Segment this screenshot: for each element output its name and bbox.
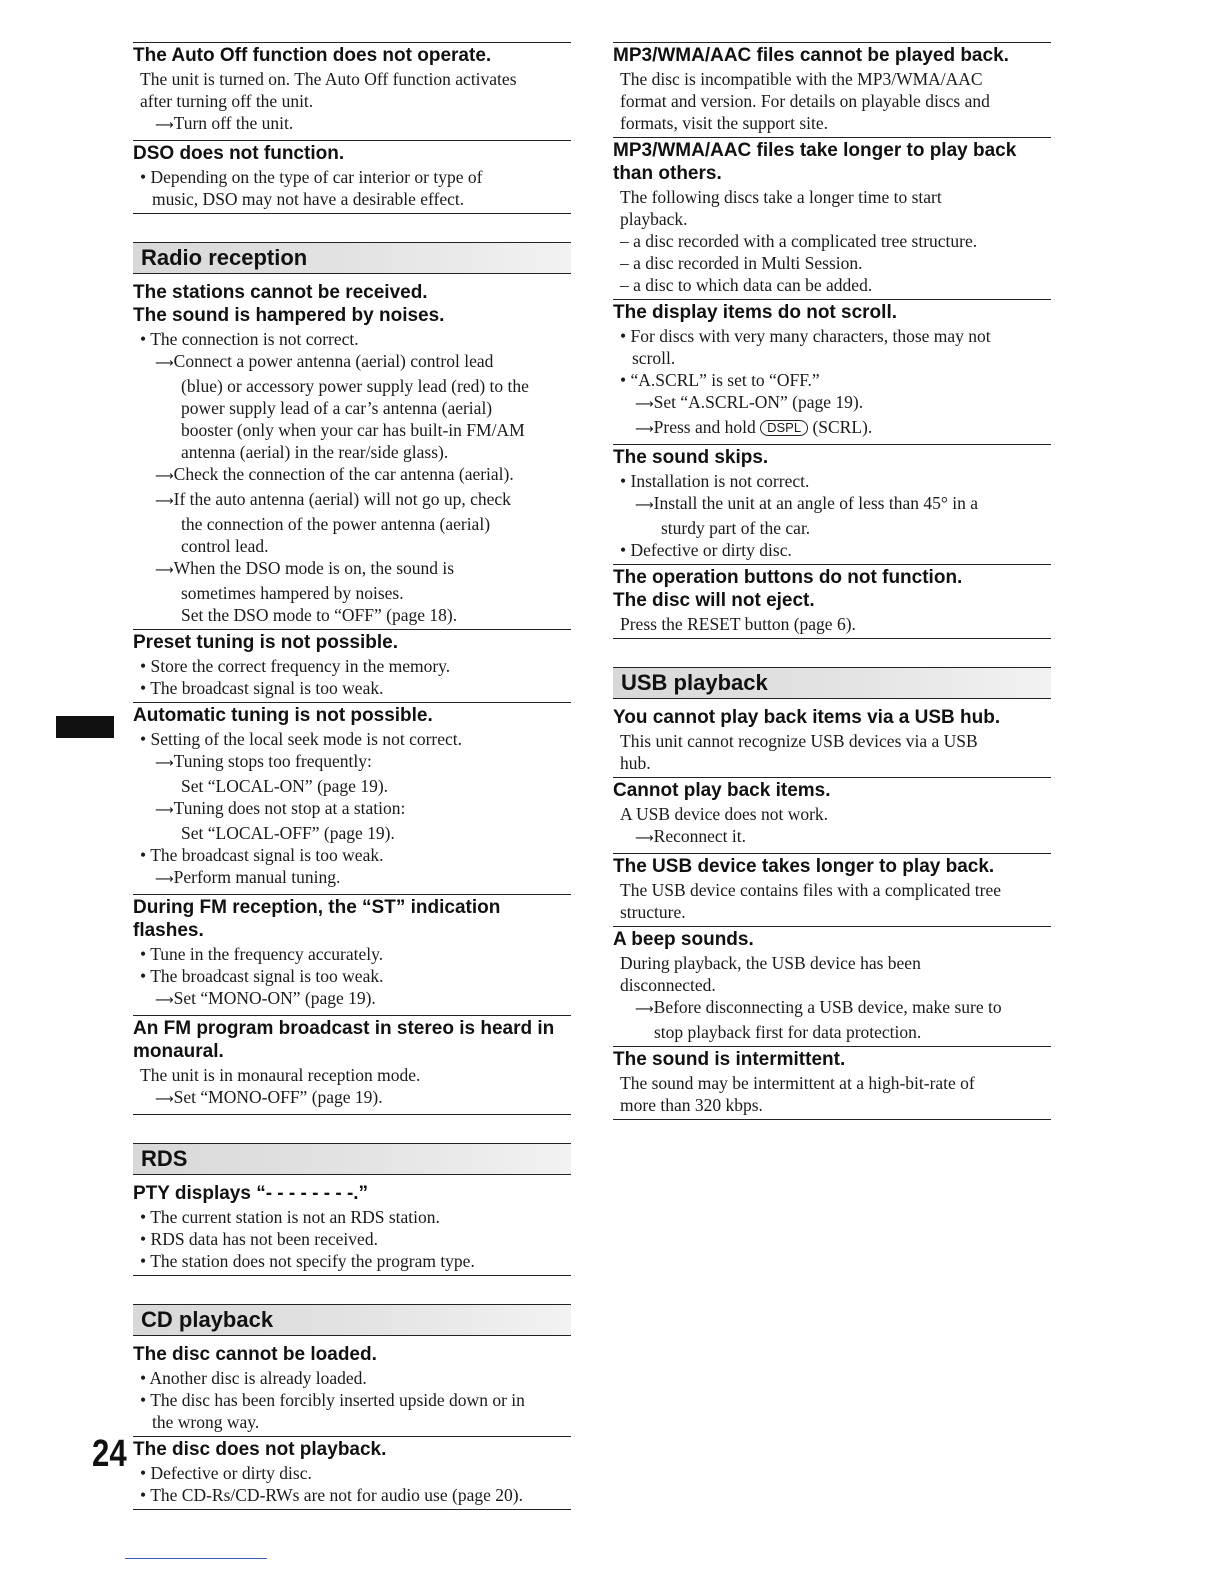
remedy-item <box>133 866 571 891</box>
symptom-title: PTY displays “- - - - - - - -.” <box>133 1183 369 1204</box>
section-header-cd-playback <box>133 1304 571 1336</box>
remedy-text: Before disconnecting a USB device, make sure to <box>653 997 1002 1017</box>
bullet-icon: • <box>140 1368 150 1388</box>
bullet-icon: • <box>140 845 151 865</box>
remedy-continuation: Set the DSO mode to “OFF” (page 18). <box>181 605 458 625</box>
remedy-text: Press and hold <box>653 417 761 437</box>
bullet-text: Depending on the type of car interior or type of <box>150 167 483 187</box>
troubleshooting-entry <box>133 629 571 702</box>
bullet-text: Tune in the frequency accurately. <box>150 944 384 964</box>
bullet-text: For discs with very many characters, those may not <box>630 326 991 346</box>
remedy-item <box>613 996 1051 1021</box>
bullet-item <box>133 328 571 350</box>
remedy-item <box>613 492 1051 517</box>
bullet-item <box>133 844 571 866</box>
bullet-icon: • <box>140 678 151 698</box>
bullet-text: The disc has been forcibly inserted upside down or in <box>150 1390 525 1410</box>
symptom-title: During FM reception, the “ST” indication <box>133 897 501 918</box>
arrow-right-icon: ⟶ <box>635 498 654 513</box>
troubleshooting-entry <box>613 853 1051 926</box>
symptom-title: The disc will not eject. <box>613 590 815 611</box>
arrow-right-icon: ⟶ <box>635 831 654 846</box>
bullet-text: Defective or dirty disc. <box>630 540 792 560</box>
arrow-right-icon: ⟶ <box>155 469 174 484</box>
bullet-item <box>613 470 1051 492</box>
troubleshooting-entry <box>613 1046 1051 1120</box>
troubleshooting-entry <box>133 1015 571 1115</box>
body-text: – a disc recorded in Multi Session. <box>620 253 863 273</box>
section-title: USB playback <box>621 670 768 695</box>
remedy-text: If the auto antenna (aerial) will not go up, check <box>173 489 511 509</box>
symptom-title: The Auto Off function does not operate. <box>133 45 492 66</box>
remedy-text: Install the unit at an angle of less than 45° in a <box>653 493 978 513</box>
arrow-right-icon: ⟶ <box>155 1092 174 1107</box>
remedy-item <box>133 987 571 1012</box>
remedy-text: Set “MONO-OFF” (page 19). <box>173 1087 383 1107</box>
bullet-text: Installation is not correct. <box>630 471 810 491</box>
troubleshooting-entry <box>133 1436 571 1510</box>
body-text: more than 320 kbps. <box>620 1095 763 1115</box>
remedy-item <box>613 825 1051 850</box>
bullet-item <box>133 166 571 188</box>
symptom-title: The operation buttons do not function. <box>613 567 963 588</box>
bullet-text: The connection is not correct. <box>150 329 359 349</box>
bullet-item <box>133 1462 571 1484</box>
symptom-title: A beep sounds. <box>613 929 754 950</box>
bottom-rule <box>125 1558 267 1559</box>
symptom-title: than others. <box>613 163 722 184</box>
bullet-icon: • <box>140 656 151 676</box>
body-text: The sound may be intermittent at a high-bit-rate of <box>620 1073 975 1093</box>
bullet-text: Another disc is already loaded. <box>149 1368 367 1388</box>
bullet-continuation: scroll. <box>632 348 676 368</box>
symptom-title: The display items do not scroll. <box>613 302 897 323</box>
bullet-text: The broadcast signal is too weak. <box>150 678 384 698</box>
remedy-item <box>133 750 571 775</box>
remedy-text: Perform manual tuning. <box>173 867 341 887</box>
bullet-item <box>133 1228 571 1250</box>
arrow-right-icon: ⟶ <box>155 993 174 1008</box>
troubleshooting-entry <box>613 299 1051 444</box>
troubleshooting-entry <box>133 42 571 140</box>
symptom-title: DSO does not function. <box>133 143 345 164</box>
body-text: The unit is turned on. The Auto Off function activates <box>140 69 517 89</box>
bullet-icon: • <box>140 729 151 749</box>
bullet-icon: • <box>140 944 151 964</box>
bullet-text: RDS data has not been received. <box>150 1229 378 1249</box>
arrow-right-icon: ⟶ <box>155 872 174 887</box>
section-header-rds <box>133 1143 571 1175</box>
remedy-continuation: (blue) or accessory power supply lead (red) to the <box>181 376 529 396</box>
arrow-right-icon: ⟶ <box>155 118 174 133</box>
section-header-radio-reception <box>133 242 571 274</box>
arrow-right-icon: ⟶ <box>155 803 174 818</box>
troubleshooting-entry <box>133 140 571 214</box>
bullet-icon: • <box>140 1229 151 1249</box>
bullet-icon: • <box>140 1390 151 1410</box>
bullet-continuation: music, DSO may not have a desirable effect. <box>152 189 465 209</box>
bullet-item <box>133 677 571 699</box>
body-text: The USB device contains files with a complicated tree <box>620 880 1001 900</box>
bullet-icon: • <box>140 329 151 349</box>
body-text: During playback, the USB device has been <box>620 953 921 973</box>
troubleshooting-entry <box>133 702 571 894</box>
remedy-item <box>133 112 571 137</box>
remedy-continuation: power supply lead of a car’s antenna (aerial) <box>181 398 493 418</box>
bullet-text: The station does not specify the program type. <box>150 1251 475 1271</box>
remedy-continuation: sometimes hampered by noises. <box>181 583 404 603</box>
remedy-continuation: the connection of the power antenna (aerial) <box>181 514 491 534</box>
troubleshooting-entry <box>613 926 1051 1046</box>
body-text: The following discs take a longer time to start <box>620 187 942 207</box>
symptom-title: Cannot play back items. <box>613 780 831 801</box>
body-text: playback. <box>620 209 688 229</box>
dspl-button-icon: DSPL <box>760 420 808 436</box>
body-text: The disc is incompatible with the MP3/WMA/AAC <box>620 69 983 89</box>
troubleshooting-entry <box>133 1181 571 1276</box>
bullet-text: “A.SCRL” is set to “OFF.” <box>630 370 820 390</box>
remedy-item <box>613 391 1051 416</box>
remedy-text: Tuning stops too frequently: <box>173 751 372 771</box>
remedy-continuation: booster (only when your car has built-in FM/AM <box>181 420 525 440</box>
troubleshooting-entry <box>613 444 1051 564</box>
symptom-title: monaural. <box>133 1041 224 1062</box>
symptom-title: The disc does not playback. <box>133 1439 387 1460</box>
bullet-icon: • <box>140 1463 151 1483</box>
bullet-item <box>133 1389 571 1411</box>
body-text: hub. <box>620 753 651 773</box>
arrow-right-icon: ⟶ <box>155 356 174 371</box>
symptom-title: The sound is hampered by noises. <box>133 305 445 326</box>
bullet-item <box>133 728 571 750</box>
body-text: after turning off the unit. <box>140 91 314 111</box>
body-text: This unit cannot recognize USB devices via a USB <box>620 731 978 751</box>
section-title: RDS <box>141 1146 188 1171</box>
bullet-icon: • <box>620 326 631 346</box>
bullet-icon: • <box>140 966 151 986</box>
symptom-title: An FM program broadcast in stereo is heard in <box>133 1018 555 1039</box>
body-text: – a disc recorded with a complicated tree structure. <box>620 231 978 251</box>
troubleshooting-entry <box>133 280 571 629</box>
arrow-right-icon: ⟶ <box>635 397 654 412</box>
bullet-text: Defective or dirty disc. <box>150 1463 312 1483</box>
bullet-icon: • <box>620 471 631 491</box>
remedy-continuation: Set “LOCAL-ON” (page 19). <box>181 776 389 796</box>
body-text: A USB device does not work. <box>620 804 829 824</box>
symptom-title: The USB device takes longer to play back. <box>613 856 995 877</box>
body-text: structure. <box>620 902 686 922</box>
remedy-text: When the DSO mode is on, the sound is <box>173 558 455 578</box>
bullet-icon: • <box>140 1207 151 1227</box>
bullet-text: Store the correct frequency in the memory. <box>150 656 451 676</box>
remedy-text: Set “A.SCRL-ON” (page 19). <box>653 392 864 412</box>
remedy-item <box>133 1086 571 1111</box>
remedy-text: Connect a power antenna (aerial) control lead <box>173 351 494 371</box>
symptom-title: The sound is intermittent. <box>613 1049 846 1070</box>
symptom-title: The sound skips. <box>613 447 769 468</box>
remedy-text: Set “MONO-ON” (page 19). <box>173 988 376 1008</box>
troubleshooting-entry <box>613 42 1051 137</box>
remedy-text: (SCRL). <box>808 417 873 437</box>
bullet-item <box>133 655 571 677</box>
bullet-item <box>133 943 571 965</box>
symptom-title: flashes. <box>133 920 204 941</box>
bullet-text: The current station is not an RDS station. <box>150 1207 440 1227</box>
symptom-title: MP3/WMA/AAC files cannot be played back. <box>613 45 1009 66</box>
arrow-right-icon: ⟶ <box>635 1002 654 1017</box>
left-column <box>133 42 571 1510</box>
troubleshooting-entry <box>613 705 1051 777</box>
body-text: – a disc to which data can be added. <box>620 275 873 295</box>
bullet-icon: • <box>620 370 631 390</box>
troubleshooting-entry <box>133 894 571 1015</box>
symptom-title: You cannot play back items via a USB hub. <box>613 707 1001 728</box>
remedy-item <box>133 463 571 488</box>
arrow-right-icon: ⟶ <box>155 756 174 771</box>
remedy-item <box>133 350 571 375</box>
symptom-title: The stations cannot be received. <box>133 282 428 303</box>
body-text: formats, visit the support site. <box>620 113 829 133</box>
troubleshooting-entry <box>133 1342 571 1436</box>
section-title: Radio reception <box>141 245 308 270</box>
arrow-right-icon: ⟶ <box>635 422 654 437</box>
section-title: CD playback <box>141 1307 274 1332</box>
bullet-item <box>133 1250 571 1272</box>
remedy-continuation: Set “LOCAL-OFF” (page 19). <box>181 823 395 843</box>
troubleshooting-entry <box>613 137 1051 299</box>
bullet-item <box>133 1367 571 1389</box>
bullet-text: The broadcast signal is too weak. <box>150 966 384 986</box>
bullet-icon: • <box>620 540 631 560</box>
bullet-continuation: the wrong way. <box>152 1412 260 1432</box>
bullet-icon: • <box>140 1485 151 1505</box>
bullet-text: Setting of the local seek mode is not correct. <box>150 729 463 749</box>
body-text: Press the RESET button (page 6). <box>620 614 856 634</box>
symptom-title: Preset tuning is not possible. <box>133 632 398 653</box>
section-tab-marker <box>56 716 114 738</box>
bullet-icon: • <box>140 167 151 187</box>
bullet-item <box>133 1206 571 1228</box>
remedy-text: Reconnect it. <box>653 826 746 846</box>
remedy-continuation: antenna (aerial) in the rear/side glass). <box>181 442 449 462</box>
symptom-title: Automatic tuning is not possible. <box>133 705 433 726</box>
remedy-text: Tuning does not stop at a station: <box>173 798 406 818</box>
troubleshooting-entry <box>613 564 1051 639</box>
bullet-text: The broadcast signal is too weak. <box>150 845 384 865</box>
remedy-continuation: stop playback first for data protection. <box>654 1022 922 1042</box>
remedy-item <box>133 488 571 513</box>
page-number: 24 <box>92 1433 127 1475</box>
right-column <box>613 42 1051 1120</box>
remedy-item <box>613 416 1051 441</box>
remedy-text: Check the connection of the car antenna (aerial). <box>173 464 514 484</box>
remedy-text: Turn off the unit. <box>173 113 294 133</box>
symptom-title: The disc cannot be loaded. <box>133 1344 377 1365</box>
remedy-continuation: control lead. <box>181 536 269 556</box>
bullet-item <box>133 1484 571 1506</box>
arrow-right-icon: ⟶ <box>155 563 174 578</box>
body-text: format and version. For details on playable discs and <box>620 91 990 111</box>
body-text: disconnected. <box>620 975 716 995</box>
bullet-icon: • <box>140 1251 151 1271</box>
symptom-title: MP3/WMA/AAC files take longer to play back <box>613 140 1017 161</box>
troubleshooting-entry <box>613 777 1051 853</box>
section-header-usb-playback <box>613 667 1051 699</box>
bullet-text: The CD-Rs/CD-RWs are not for audio use (page 20). <box>150 1485 523 1505</box>
remedy-item <box>133 797 571 822</box>
bullet-item <box>613 369 1051 391</box>
arrow-right-icon: ⟶ <box>155 494 174 509</box>
remedy-continuation: sturdy part of the car. <box>661 518 811 538</box>
bullet-item <box>613 539 1051 561</box>
bullet-item <box>613 325 1051 347</box>
remedy-item <box>133 557 571 582</box>
bullet-item <box>133 965 571 987</box>
body-text: The unit is in monaural reception mode. <box>140 1065 421 1085</box>
